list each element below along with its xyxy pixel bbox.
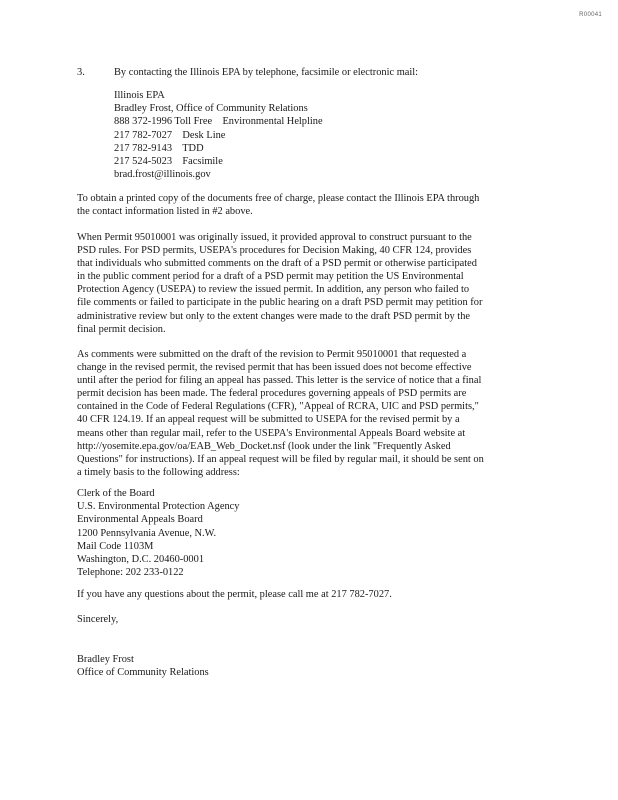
contact-block: [114, 89, 323, 181]
contact-agency: Illinois EPA: [114, 90, 165, 101]
paragraph-line: As comments were submitted on the draft of the revision to Permit 95010001 that requested a: [77, 349, 467, 360]
paragraph-psd-permit: [77, 231, 549, 336]
paragraph-line: a timely basis to the following address:: [77, 466, 240, 478]
paragraph-appeal: [77, 348, 549, 479]
paragraph-line: Protection Agency (USEPA) to review the issued permit. In addition, any person who failed to: [77, 284, 470, 296]
paragraph-line: file comments or failed to participate in the public hearing on a draft PSD permit may petition for: [77, 297, 483, 309]
sign-off: Sincerely,: [77, 614, 119, 625]
paragraph-line: means other than regular mail, refer to the USEPA's Environmental Appeals Board website at: [77, 427, 466, 439]
paragraph-line: the contact information listed in #2 above.: [77, 206, 253, 218]
paragraph-line: PSD rules. For PSD permits, USEPA's procedures for Decision Making, 40 CFR 124, provides: [77, 245, 472, 257]
paragraph-line: permit decision has been made. The federal procedures governing appeals of PSD permits are: [77, 388, 467, 400]
paragraph-line: final permit decision.: [77, 323, 166, 335]
address-line: Clerk of the Board: [77, 488, 155, 499]
paragraph-line: 40 CFR 124.19. If an appeal request will be submitted to USEPA for the revised permit by a: [77, 414, 460, 426]
contact-desk-line: 217 782-7027 Desk Line: [114, 129, 226, 141]
paragraph-line: that individuals who submitted comments on the draft of a PSD permit or otherwise participated: [77, 258, 477, 270]
address-telephone: Telephone: 202 233-0122: [77, 567, 184, 579]
signature-title: Office of Community Relations: [77, 667, 209, 679]
contact-tdd: 217 782-9143 TDD: [114, 142, 204, 154]
paragraph-line: in the public comment period for a draft of a PSD permit may petition the US Environmental: [77, 271, 464, 283]
paragraph-line: When Permit 95010001 was originally issued, it provided approval to construct pursuant to the: [77, 232, 472, 243]
paragraph-line: change in the revised permit, the revised permit that has been issued does not become effective: [77, 362, 472, 374]
bates-number: R00041: [579, 12, 602, 18]
address-line: U.S. Environmental Protection Agency: [77, 501, 240, 513]
address-line: Mail Code 1103M: [77, 540, 154, 552]
contact-facsimile: 217 524-5023 Facsimile: [114, 156, 223, 168]
contact-person: Bradley Frost, Office of Community Relations: [114, 103, 308, 115]
address-line: Washington, D.C. 20460-0001: [77, 554, 205, 566]
paragraph-line: contained in the Code of Federal Regulations (CFR), "Appeal of RCRA, UIC and PSD permits,": [77, 401, 479, 413]
signature-name: Bradley Frost: [77, 654, 134, 665]
closing-question: If you have any questions about the permit, please call me at 217 782-7027.: [77, 589, 392, 600]
paragraph-line: administrative review but only to the extent changes were made to the draft PSD permit by the: [77, 310, 471, 322]
paragraph-line: until after the period for filing an appeal has passed. This letter is the service of notice that a final: [77, 375, 482, 387]
contact-toll-free: 888 372-1996 Toll Free Environmental Helpline: [114, 116, 323, 128]
paragraph-printed-copy: [77, 192, 549, 218]
item-text: By contacting the Illinois EPA by telephone, facsimile or electronic mail:: [114, 67, 419, 78]
item-number: 3.: [77, 67, 85, 78]
paragraph-line: Questions" for instructions). If an appeal request will be filed by regular mail, it should be sent on: [77, 453, 484, 465]
contact-email: brad.frost@illinois.gov: [114, 169, 211, 181]
paragraph-line: http://yosemite.epa.gov/oa/EAB_Web_Docket.nsf (look under the link "Frequently Asked: [77, 440, 451, 452]
signature-block: [77, 653, 209, 679]
address-line: Environmental Appeals Board: [77, 514, 203, 526]
paragraph-line: To obtain a printed copy of the documents free of charge, please contact the Illinois EPA through: [77, 193, 480, 204]
mailing-address: [77, 487, 239, 579]
address-line: 1200 Pennsylvania Avenue, N.W.: [77, 527, 217, 539]
